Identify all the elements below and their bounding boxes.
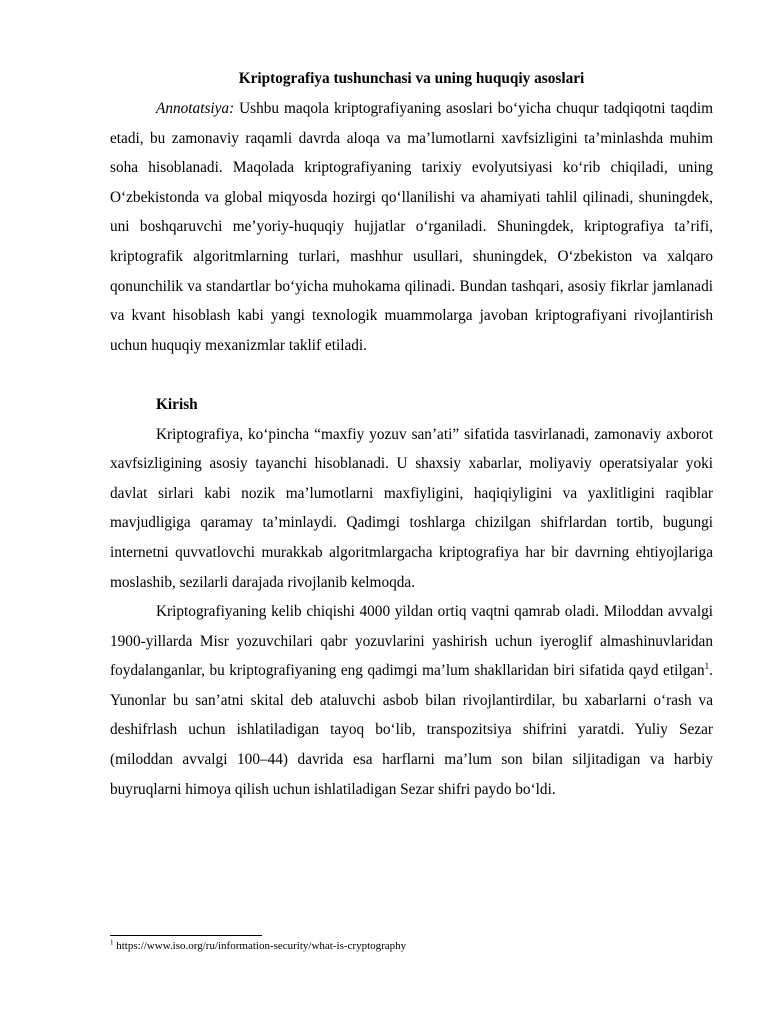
annotation-paragraph xyxy=(110,94,713,360)
annotation-text: Ushbu maqola kriptografiyaning asoslari bo‘yicha chuqur tadqiqotni taqdim etadi, bu zamonaviy raqamli davrda aloqa va ma’lumotlarni xavfsizligini ta’minlashda muhim soha hisoblanadi. Maqolada kriptografiyaning tarixiy evolyutsiyasi ko‘rib chiqiladi, uning O‘zbekistonda va global miqyosda hozirgi qo‘llanilishi va ahamiyati tahlil qilinadi, shuningdek, uni boshqaruvchi me’yoriy-huquqiy hujjatlar o‘rganiladi. Shuningdek, kriptografiya ta’rifi, kriptografik algoritmlarning turlari, mashhur usullari, shuningdek, O‘zbekiston va xalqaro qonunchilik va standartlar bo‘yicha muhokama qilinadi. Bundan tashqari, asosiy fikrlar jamlanadi va kvant hisoblash kabi yangi texnologik muammolarga javoban kriptografiyani rivojlantirish uchun huquqiy mexanizmlar taklif etiladi. xyxy=(110,100,713,354)
paragraph-2-text-start: Kriptografiyaning kelib chiqishi 4000 yildan ortiq vaqtni qamrab oladi. Miloddan avvalgi 1900-yillarda Misr yozuvchilari qabr yozuvlarini yashirish uchun iyeroglif almashinuvlaridan foydalanganlar, bu kriptografiyaning eng qadimgi ma’lum shakllaridan biri sifatida qayd etilgan xyxy=(110,603,713,680)
paragraph-spacer xyxy=(110,360,713,390)
footnote-separator xyxy=(110,935,262,936)
footnote xyxy=(110,939,713,953)
body-paragraph-1: Kriptografiya, ko‘pincha “maxfiy yozuv san’ati” sifatida tasvirlanadi, zamonaviy axborot xavfsizligining asosiy tayanchi hisoblanadi. U shaxsiy xabarlar, moliyaviy operatsiyalar yoki davlat sirlari kabi nozik ma’lumotlarni maxfiyligini, haqiqiyligini va yaxlitligini raqiblar mavjudligiga qaramay ta’minlaydi. Qadimgi toshlarga chizilgan shifrlardan tortib, bugungi internetni quvvatlovchi murakkab algoritmlargacha kriptografiya har bir davrning ehtiyojlariga moslashib, sezilarli darajada rivojlanib kelmoqda. xyxy=(110,425,713,591)
section-heading: Kirish xyxy=(156,395,198,413)
paragraph-2-text-end: . Yunonlar bu san’atni skital deb ataluvchi asbob bilan rivojlantirdilar, bu xabarlarni o‘rash va deshifrlash uchun ishlatiladigan tayoq bo‘lib, transpozitsiya shifrini yaratdi. Yuliy Sezar (miloddan avvalgi 100–44) davrida esa harflarni ma’lum son bilan siljitadigan va harbiy buyruqlarni himoya qilish uchun ishlatiladigan Sezar shifri paydo bo‘ldi. xyxy=(110,662,713,798)
document-body xyxy=(110,94,713,804)
body-paragraph-2 xyxy=(110,597,713,804)
footnote-number: 1 xyxy=(110,938,114,947)
annotation-label: Annotatsiya: xyxy=(156,100,235,117)
footnote-reference[interactable]: 1 xyxy=(704,661,710,672)
document-title: Kriptografiya tushunchasi va uning huquqiy asoslari xyxy=(238,70,585,87)
footnote-link[interactable]: https://www.iso.org/ru/information-security/what-is-cryptography xyxy=(113,940,407,952)
